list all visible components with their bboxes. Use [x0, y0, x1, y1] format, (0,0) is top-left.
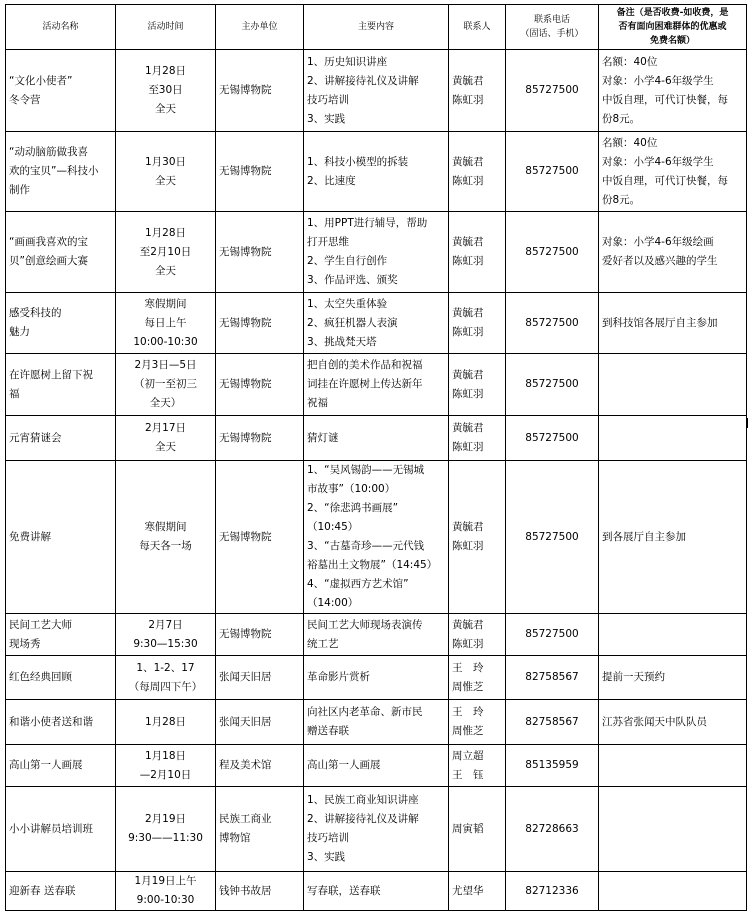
name-line: 感受科技的 [9, 307, 62, 319]
cell-note [599, 354, 747, 416]
cell-host [216, 745, 304, 787]
table-row [6, 416, 747, 461]
cell-host [216, 656, 304, 700]
host-line: 无锡博物院 [219, 84, 272, 96]
activity-table [5, 4, 747, 911]
cell-phone [506, 872, 599, 911]
table-row [6, 212, 747, 293]
header-phone-line2: （固话、手机） [520, 29, 584, 39]
note-line: 份8元。 [602, 112, 641, 125]
content-line: 裕墓出土文物展”（14:45） [307, 559, 438, 571]
phone-value: 85727500 [525, 628, 579, 640]
cell-phone [506, 614, 599, 656]
content-line: 市故事”（10:00） [307, 483, 396, 495]
host-line: 程及美术馆 [219, 759, 272, 771]
cell-host [216, 700, 304, 745]
cell-note [599, 614, 747, 656]
cell-contact [449, 132, 506, 212]
phone-value: 85727500 [525, 84, 579, 96]
contact-line: 黄毓君 [452, 618, 484, 631]
header-contact: 联系人 [449, 5, 506, 50]
name-line: 在许愿树上留下祝 [9, 368, 93, 381]
content-line: 打开思维 [307, 236, 349, 248]
content-line: 统工艺 [307, 637, 339, 650]
content-line: 4、“虚拟西方艺术馆” [307, 578, 409, 590]
cell-host [216, 614, 304, 656]
cell-host [216, 354, 304, 416]
host-line: 无锡博物院 [219, 431, 272, 444]
contact-line: 黄毓君 [452, 155, 484, 168]
name-line: 制作 [9, 184, 30, 196]
header-note [599, 5, 747, 50]
cell-content [304, 293, 449, 354]
name-line: “画画我喜欢的宝 [9, 236, 88, 248]
cell-time [116, 872, 216, 911]
cell-host [216, 50, 304, 132]
name-line: 民间工艺大师 [9, 618, 72, 631]
cell-note [599, 700, 747, 745]
content-line: 1、用PPT进行辅导，帮助 [307, 217, 428, 229]
phone-value: 82758567 [525, 715, 579, 728]
cell-phone [506, 293, 599, 354]
content-line: 2、讲解接待礼仪及讲解 [307, 74, 419, 87]
cell-name [6, 787, 116, 872]
host-line: 张闻天旧居 [219, 715, 272, 728]
content-line: 1、民族工商业知识讲座 [307, 794, 419, 806]
host-line: 无锡博物院 [219, 316, 272, 329]
note-line: 中饭自理，可代订快餐，每 [602, 93, 728, 106]
cell-time [116, 461, 216, 614]
time-line: 1月28日 [144, 226, 187, 239]
phone-value: 85727500 [525, 378, 579, 390]
header-phone [506, 5, 599, 50]
content-line: 1、科技小模型的拆装 [307, 155, 409, 168]
content-line: 革命影片赏析 [307, 671, 370, 683]
time-line: 1、1-2、17 [136, 661, 195, 674]
time-line: 2月19日 [144, 813, 187, 825]
name-line: 福 [9, 387, 20, 400]
host-line: 民族工商业 [219, 813, 272, 825]
cell-name [6, 745, 116, 787]
phone-value: 85727500 [525, 431, 579, 444]
cell-time [116, 745, 216, 787]
content-line: 民间工艺大师现场表演传 [307, 618, 423, 631]
cell-content [304, 700, 449, 745]
content-line: （14:00） [307, 597, 359, 609]
contact-line: 周寅韬 [452, 822, 484, 835]
name-line: 贝”创意绘画大赛 [9, 255, 88, 267]
cell-phone [506, 416, 599, 461]
cell-contact [449, 416, 506, 461]
cell-content [304, 745, 449, 787]
phone-value: 85135959 [525, 759, 579, 771]
contact-line: 黄毓君 [452, 74, 484, 87]
cell-name [6, 656, 116, 700]
header-time: 活动时间 [116, 5, 216, 50]
cell-name [6, 132, 116, 212]
contact-line: 黄毓君 [452, 307, 484, 319]
contact-line: 黄毓君 [452, 368, 484, 381]
name-line: 高山第一人画展 [9, 759, 83, 771]
cell-time [116, 787, 216, 872]
cell-note [599, 872, 747, 911]
table-row [6, 745, 747, 787]
name-line: 免费讲解 [9, 530, 51, 543]
contact-line: 陈虹羽 [452, 540, 484, 552]
header-row [6, 5, 747, 50]
cell-contact [449, 700, 506, 745]
cell-name [6, 614, 116, 656]
cell-contact [449, 354, 506, 416]
content-line: 把自创的美术作品和祝福 [307, 359, 423, 371]
cell-content [304, 354, 449, 416]
cell-name [6, 872, 116, 911]
name-line: 现场秀 [9, 637, 41, 650]
contact-line: 王 钰 [452, 768, 484, 781]
cell-host [216, 132, 304, 212]
content-line: 向社区内老革命、新市民 [307, 706, 423, 718]
content-line: 3、实践 [307, 112, 346, 125]
time-line: 1月19日上午 [134, 875, 197, 887]
contact-line: 周惟芝 [452, 725, 484, 737]
contact-line: 陈虹羽 [452, 637, 484, 650]
content-line: 1、历史知识讲座 [307, 55, 388, 68]
header-note-line: 备注（是否收费-如收费，是 [616, 8, 729, 18]
cell-note [599, 50, 747, 132]
content-line: 高山第一人画展 [307, 759, 381, 771]
cell-host [216, 872, 304, 911]
contact-line: 黄毓君 [452, 236, 484, 248]
host-line: 无锡博物院 [219, 628, 272, 640]
host-line: 钱钟书故居 [219, 884, 272, 897]
cell-note [599, 656, 747, 700]
cell-time [116, 700, 216, 745]
contact-line: 周惟芝 [452, 680, 484, 693]
cell-content [304, 787, 449, 872]
time-line: 全天 [155, 174, 176, 187]
content-line: 写春联，送春联 [307, 884, 381, 897]
cell-content [304, 132, 449, 212]
table-row [6, 872, 747, 911]
cell-phone [506, 132, 599, 212]
cell-phone [506, 700, 599, 745]
cell-time [116, 614, 216, 656]
cell-name [6, 293, 116, 354]
content-line: 3、作品评选、颁奖 [307, 274, 398, 286]
time-line: 10:00-10:30 [133, 335, 198, 348]
content-line: （10:45） [307, 521, 359, 533]
name-line: “文化小使者” [9, 74, 73, 87]
host-line: 张闻天旧居 [219, 671, 272, 683]
table-row [6, 132, 747, 212]
contact-line: 黄毓君 [452, 521, 484, 533]
header-content: 主要内容 [304, 5, 449, 50]
phone-value: 82712336 [525, 884, 579, 897]
cell-host [216, 461, 304, 614]
time-line: 全天） [149, 397, 182, 409]
cell-contact [449, 50, 506, 132]
cell-phone [506, 461, 599, 614]
cell-name [6, 700, 116, 745]
content-line: 2、讲解接待礼仪及讲解 [307, 813, 419, 825]
time-line: 1月28日 [144, 65, 187, 77]
content-line: 3、实践 [307, 851, 346, 863]
cell-host [216, 212, 304, 293]
name-line: 冬令营 [9, 93, 41, 106]
note-line: 爱好者以及感兴趣的学生 [602, 255, 718, 267]
cell-host [216, 787, 304, 872]
note-line: 名额：40位 [602, 55, 658, 68]
cell-host [216, 416, 304, 461]
host-line: 无锡博物院 [219, 530, 272, 543]
phone-value: 85727500 [525, 316, 579, 329]
content-line: 2、“徐悲鸿书画展” [307, 502, 399, 514]
table-row [6, 787, 747, 872]
cell-name [6, 416, 116, 461]
content-line: 1、“吴风锡韵——无锡城 [307, 464, 425, 476]
cell-phone [506, 354, 599, 416]
page-edge-mark [746, 418, 748, 428]
note-line: 江苏省张闻天中队队员 [602, 715, 707, 728]
content-line: 3、挑战梵天塔 [307, 335, 377, 348]
time-line: 每日上午 [144, 316, 187, 329]
name-line: “动动脑筋做我喜 [9, 146, 88, 158]
name-line: 元宵猜谜会 [9, 431, 62, 444]
time-line: 2月3日—5日 [134, 359, 197, 371]
cell-name [6, 212, 116, 293]
contact-line: 陈虹羽 [452, 326, 484, 338]
cell-host [216, 293, 304, 354]
name-line: 欢的宝贝”—科技小 [9, 165, 99, 177]
note-line: 到科技馆各展厅自主参加 [602, 316, 718, 329]
header-host: 主办单位 [216, 5, 304, 50]
time-line: 9:30——11:30 [128, 832, 203, 844]
time-line: 全天 [155, 264, 176, 277]
host-line: 无锡博物院 [219, 378, 272, 390]
time-line: 全天 [155, 103, 176, 115]
table-row [6, 354, 747, 416]
cell-note [599, 745, 747, 787]
table-row [6, 700, 747, 745]
time-line: 全天 [155, 441, 176, 453]
note-line: 对象：小学4-6年级绘画 [602, 236, 714, 248]
cell-contact [449, 293, 506, 354]
note-line: 到各展厅自主参加 [602, 530, 686, 543]
time-line: 2月7日 [148, 618, 183, 631]
host-line: 无锡博物院 [219, 245, 272, 258]
content-line: 猜灯谜 [307, 431, 339, 444]
content-line: 2、学生自行创作 [307, 255, 388, 267]
cell-name [6, 461, 116, 614]
header-phone-line1: 联系电话 [533, 15, 570, 25]
cell-time [116, 656, 216, 700]
content-line: 赠送春联 [307, 725, 349, 737]
cell-content [304, 50, 449, 132]
time-line: 至30日 [148, 84, 183, 96]
table-row [6, 614, 747, 656]
note-line: 对象：小学4-6年级学生 [602, 74, 714, 87]
cell-contact [449, 614, 506, 656]
time-line: —2月10日 [139, 768, 192, 781]
cell-phone [506, 50, 599, 132]
time-line: 2月17日 [144, 422, 187, 434]
cell-note [599, 212, 747, 293]
note-line: 份8元。 [602, 193, 641, 206]
contact-line: 王 玲 [452, 661, 484, 674]
time-line: 1月28日 [144, 715, 187, 728]
contact-line: 尤望华 [452, 884, 484, 897]
phone-value: 85727500 [525, 165, 579, 177]
time-line: 1月18日 [144, 749, 187, 762]
contact-line: 陈虹羽 [452, 93, 484, 106]
cell-phone [506, 656, 599, 700]
time-line: （每周四下午） [128, 680, 203, 693]
contact-line: 周立超 [452, 749, 484, 762]
table-row [6, 461, 747, 614]
cell-note [599, 787, 747, 872]
cell-phone [506, 787, 599, 872]
cell-note [599, 132, 747, 212]
content-line: 技巧培训 [307, 832, 349, 844]
contact-line: 陈虹羽 [452, 387, 484, 400]
contact-line: 陈虹羽 [452, 441, 484, 453]
phone-value: 85727500 [525, 530, 579, 543]
content-line: 2、疯狂机器人表演 [307, 316, 398, 329]
content-line: 2、比速度 [307, 174, 356, 187]
note-line: 提前一天预约 [602, 671, 665, 683]
cell-content [304, 872, 449, 911]
cell-time [116, 50, 216, 132]
content-line: 技巧培训 [307, 93, 349, 106]
cell-note [599, 293, 747, 354]
phone-value: 85727500 [525, 245, 579, 258]
cell-time [116, 293, 216, 354]
time-line: （初一至初三 [134, 378, 197, 390]
cell-note [599, 461, 747, 614]
time-line: 9:30—15:30 [133, 637, 198, 650]
time-line: 9:00-10:30 [136, 894, 195, 906]
cell-phone [506, 745, 599, 787]
contact-line: 黄毓君 [452, 422, 484, 434]
table-row [6, 50, 747, 132]
note-line: 对象：小学4-6年级学生 [602, 155, 714, 168]
contact-line: 陈虹羽 [452, 174, 484, 187]
note-line: 中饭自理，可代订快餐，每 [602, 174, 728, 187]
header-note-line: 否有面向困难群体的优惠或 [618, 22, 727, 32]
name-line: 小小讲解员培训班 [9, 822, 93, 835]
content-line: 祝福 [307, 397, 328, 409]
cell-contact [449, 872, 506, 911]
cell-content [304, 614, 449, 656]
cell-contact [449, 461, 506, 614]
table-row [6, 293, 747, 354]
cell-content [304, 416, 449, 461]
phone-value: 82758567 [525, 671, 579, 683]
header-note-line: 免费名额） [649, 36, 695, 46]
time-line: 每天各一场 [139, 540, 192, 552]
cell-contact [449, 656, 506, 700]
phone-value: 82728663 [525, 822, 579, 835]
cell-contact [449, 787, 506, 872]
cell-name [6, 354, 116, 416]
cell-contact [449, 212, 506, 293]
cell-name [6, 50, 116, 132]
time-line: 寒假期间 [144, 297, 187, 310]
contact-line: 王 玲 [452, 706, 484, 718]
host-line: 博物馆 [219, 832, 251, 844]
header-name: 活动名称 [6, 5, 116, 50]
cell-phone [506, 212, 599, 293]
cell-content [304, 656, 449, 700]
time-line: 寒假期间 [144, 521, 187, 533]
time-line: 至2月10日 [139, 245, 192, 258]
cell-content [304, 461, 449, 614]
cell-time [116, 416, 216, 461]
name-line: 和谐小使者送和谐 [9, 715, 93, 728]
content-line: 词挂在许愿树上传达新年 [307, 378, 423, 390]
name-line: 迎新春 送春联 [9, 884, 76, 897]
name-line: 红色经典回顾 [9, 671, 72, 683]
host-line: 无锡博物院 [219, 165, 272, 177]
cell-note [599, 416, 747, 461]
name-line: 魅力 [9, 326, 30, 338]
cell-contact [449, 745, 506, 787]
cell-time [116, 132, 216, 212]
note-line: 名额：40位 [602, 136, 658, 149]
time-line: 1月30日 [144, 155, 187, 168]
table-row [6, 656, 747, 700]
content-line: 3、“古墓奇珍——元代钱 [307, 540, 425, 552]
cell-content [304, 212, 449, 293]
content-line: 1、太空失重体验 [307, 297, 388, 310]
contact-line: 陈虹羽 [452, 255, 484, 267]
cell-time [116, 212, 216, 293]
cell-time [116, 354, 216, 416]
